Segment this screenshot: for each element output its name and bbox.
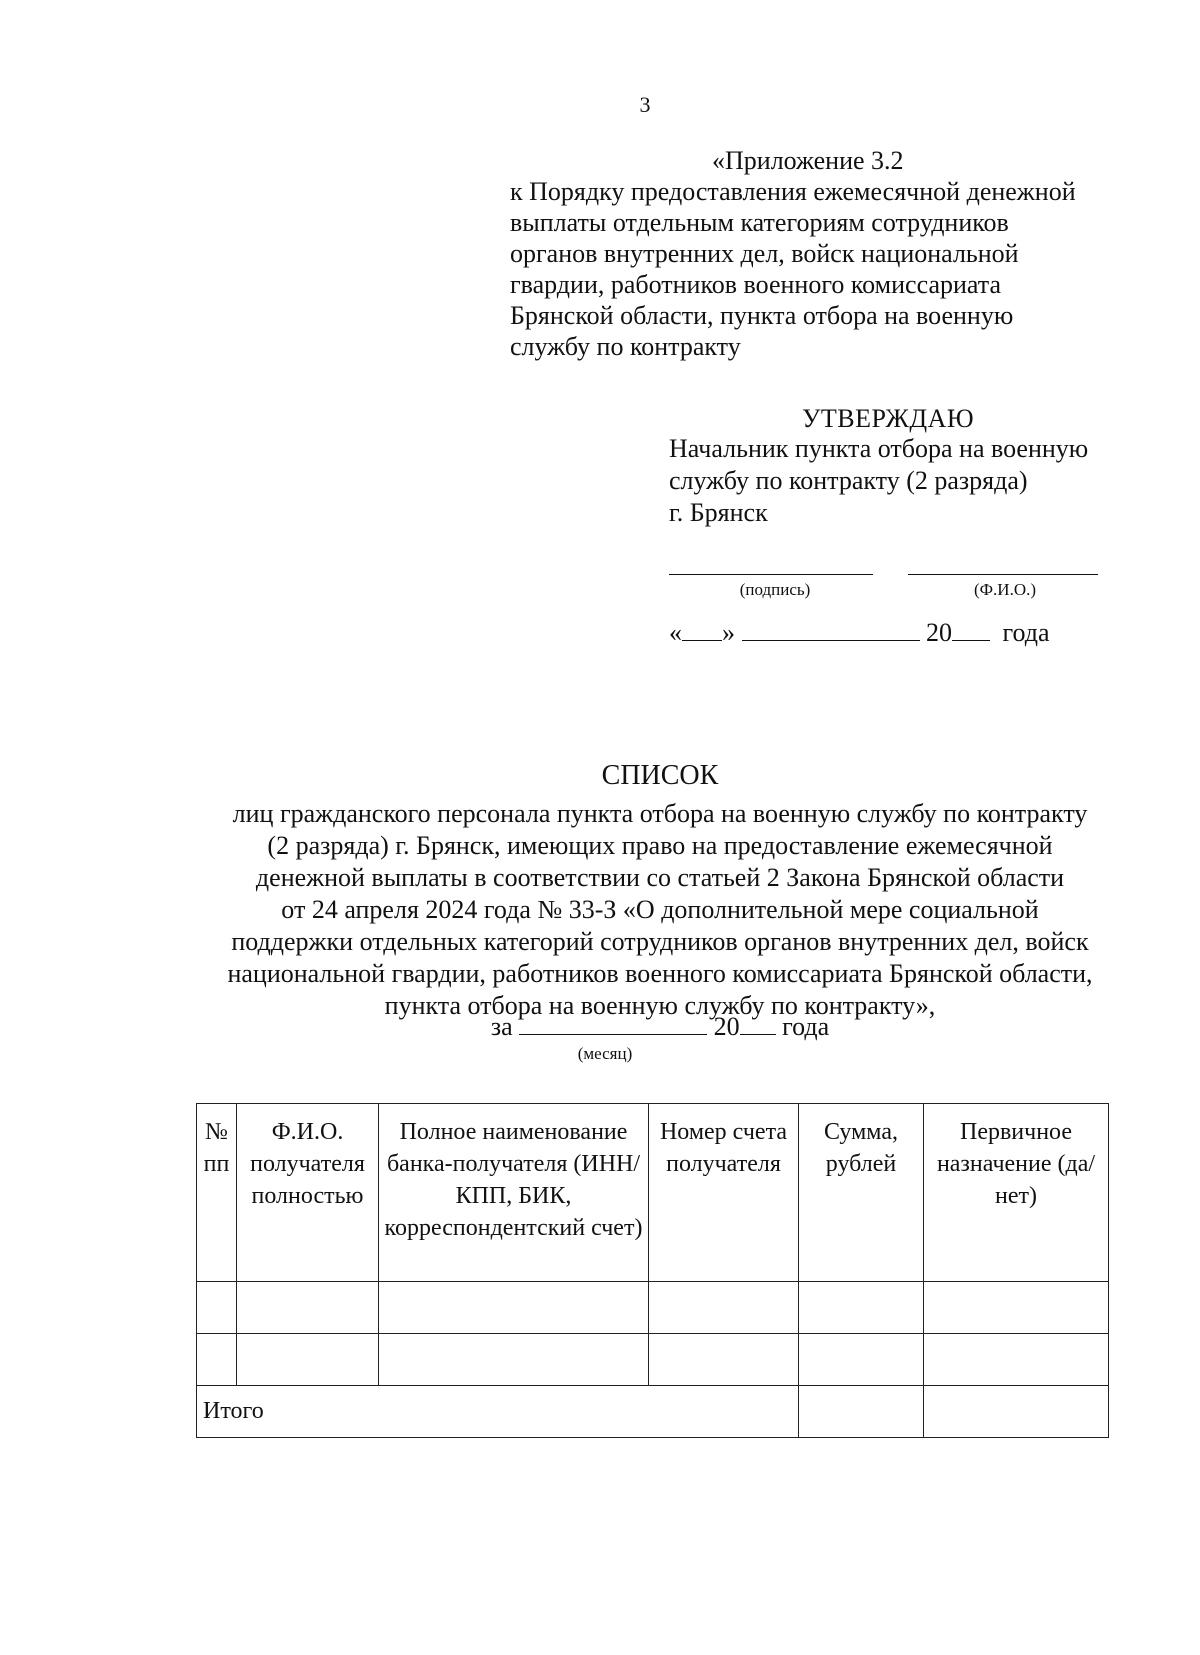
date-year-prefix: 20 xyxy=(926,618,952,647)
table-cell xyxy=(379,1334,649,1386)
total-amount-cell xyxy=(799,1386,924,1438)
appendix-line: к Порядку предоставления ежемесячной денежной xyxy=(510,177,1076,206)
list-line: (2 разряда) г. Брянск, имеющих право на предоставление ежемесячной xyxy=(267,831,1053,860)
table-cell xyxy=(924,1282,1109,1334)
table-cell xyxy=(197,1282,237,1334)
name-caption: (Ф.И.О.) xyxy=(973,580,1037,599)
list-line: пункта отбора на военную службу по контракту», xyxy=(384,991,936,1020)
appendix-title: «Приложение 3.2 xyxy=(712,146,904,175)
date-close-quote: » xyxy=(722,618,735,647)
period-month-blank xyxy=(519,1014,707,1035)
table-total-row xyxy=(197,1386,1109,1438)
appendix-line: службу по контракту xyxy=(510,332,741,361)
page-number: 3 xyxy=(639,92,651,117)
approve-line: Начальник пункта отбора на военную xyxy=(669,434,1089,463)
name-line xyxy=(908,574,1098,575)
recipients-table xyxy=(196,1103,1109,1438)
total-assignment-cell xyxy=(924,1386,1109,1438)
list-line: национальной гвардии, работников военного комиссариата Брянской области, xyxy=(227,959,1093,988)
month-blank xyxy=(742,620,920,641)
table-cell xyxy=(379,1282,649,1334)
header-bank-name: Полное наименование банка-получателя (ИНН/КПП, БИК, корреспондентский счет) xyxy=(379,1104,649,1282)
header-number: № пп xyxy=(197,1104,237,1282)
appendix-line: выплаты отдельным категориям сотрудников xyxy=(510,208,1009,237)
table-cell xyxy=(237,1282,379,1334)
period-line xyxy=(0,1012,1200,1042)
table-cell xyxy=(924,1334,1109,1386)
table-cell xyxy=(197,1334,237,1386)
list-line: лиц гражданского персонала пункта отбора на военную службу по контракту xyxy=(232,799,1088,828)
table-row xyxy=(197,1334,1109,1386)
appendix-line: Брянской области, пункта отбора на военную xyxy=(510,301,1014,330)
year-blank xyxy=(952,620,990,641)
date-open-quote: « xyxy=(669,618,682,647)
table-cell xyxy=(799,1334,924,1386)
period-year-word: года xyxy=(782,1012,830,1041)
list-line: от 24 апреля 2024 года № 33-З «О дополнительной мере социальной xyxy=(281,895,1039,924)
header-full-name: Ф.И.О. получателя полностью xyxy=(237,1104,379,1282)
table-cell xyxy=(799,1282,924,1334)
table-cell xyxy=(649,1334,799,1386)
list-description xyxy=(160,798,1160,1022)
header-primary-assignment: Первичное назначение (да/нет) xyxy=(924,1104,1109,1282)
signature-caption: (подпись) xyxy=(739,580,811,599)
appendix-text xyxy=(510,176,1110,362)
approve-line: г. Брянск xyxy=(669,498,768,527)
appendix-line: гвардии, работников военного комиссариата xyxy=(510,270,1001,299)
header-account-number: Номер счета получателя xyxy=(649,1104,799,1282)
signature-line xyxy=(669,574,873,575)
total-label: Итого xyxy=(197,1386,799,1438)
approve-title: УТВЕРЖДАЮ xyxy=(802,404,975,433)
period-year-prefix: 20 xyxy=(713,1012,740,1041)
appendix-line: органов внутренних дел, войск национальной xyxy=(510,239,1019,268)
period-prefix: за xyxy=(490,1012,513,1041)
date-year-word: года xyxy=(1002,618,1050,647)
list-title: СПИСОК xyxy=(601,760,719,791)
month-caption: (месяц) xyxy=(577,1044,633,1063)
table-row xyxy=(197,1282,1109,1334)
table-cell xyxy=(649,1282,799,1334)
approval-date xyxy=(669,618,1050,648)
list-line: денежной выплаты в соответствии со статьей 2 Закона Брянской области xyxy=(255,863,1065,892)
list-line: поддержки отдельных категорий сотрудников органов внутренних дел, войск xyxy=(231,927,1089,956)
period-year-blank xyxy=(740,1014,776,1035)
approve-text xyxy=(669,433,1129,529)
day-blank xyxy=(682,620,722,641)
table-header-row xyxy=(197,1104,1109,1282)
table-cell xyxy=(237,1334,379,1386)
approve-line: службу по контракту (2 разряда) xyxy=(669,466,1028,495)
header-amount: Сумма, рублей xyxy=(799,1104,924,1282)
